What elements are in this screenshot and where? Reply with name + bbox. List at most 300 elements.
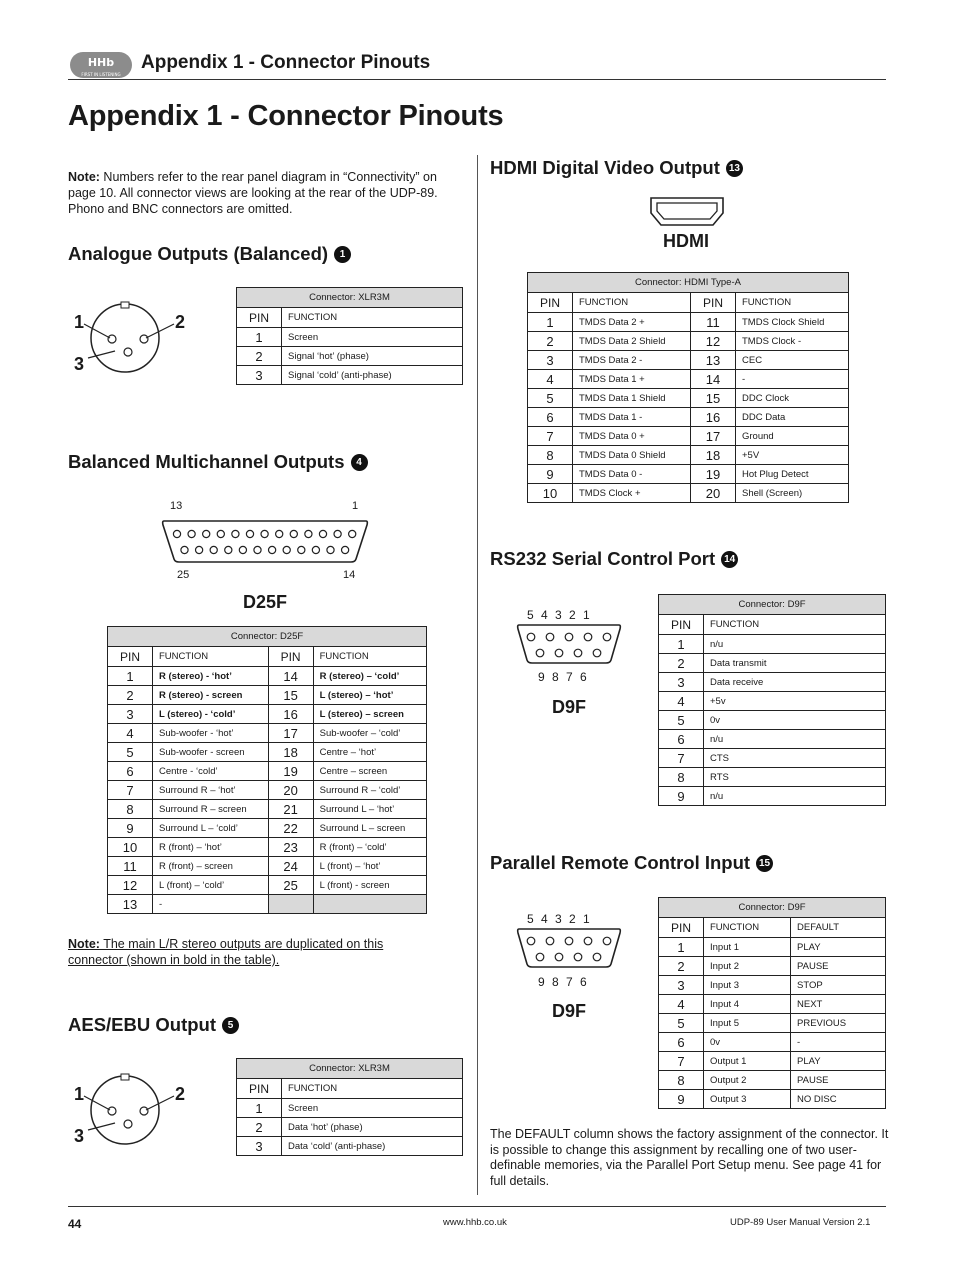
pin-cell: 23 bbox=[268, 838, 313, 857]
d9-bottom-pin-numbers: 9 8 7 6 bbox=[538, 670, 587, 684]
table-caption: Connector: XLR3M bbox=[237, 288, 463, 308]
table-caption: Connector: D9F bbox=[659, 595, 886, 615]
pin-hole bbox=[232, 530, 239, 537]
function-cell: +5v bbox=[704, 692, 886, 711]
d9-bottom-pin-numbers: 9 8 7 6 bbox=[538, 975, 587, 989]
section-badge: 13 bbox=[726, 160, 743, 177]
pin-hole bbox=[283, 546, 290, 553]
table-row bbox=[659, 976, 886, 995]
pin-cell: 1 bbox=[659, 938, 704, 957]
table-row bbox=[659, 1052, 886, 1071]
pin-cell: 12 bbox=[691, 332, 736, 351]
pin-cell: 10 bbox=[528, 484, 573, 503]
pin-cell: 1 bbox=[528, 313, 573, 332]
table-row bbox=[108, 819, 427, 838]
d25-corner-25: 25 bbox=[177, 569, 190, 581]
function-cell: Signal ‘cold’ (anti-phase) bbox=[282, 366, 463, 385]
pin-hole bbox=[342, 546, 349, 553]
pin-cell: 7 bbox=[528, 427, 573, 446]
default-cell: PAUSE bbox=[791, 957, 886, 976]
pin-cell: 3 bbox=[237, 366, 282, 385]
function-cell: Screen bbox=[282, 1099, 463, 1118]
table-row bbox=[659, 749, 886, 768]
function-cell: TMDS Clock + bbox=[573, 484, 691, 503]
pin-hole bbox=[276, 530, 283, 537]
function-cell: Surround L – screen bbox=[313, 819, 426, 838]
pin-hole bbox=[269, 546, 276, 553]
pin-cell: 12 bbox=[108, 876, 153, 895]
xlr-connector-icon bbox=[70, 298, 195, 378]
default-cell: PLAY bbox=[791, 1052, 886, 1071]
function-cell: DDC Data bbox=[736, 408, 849, 427]
table-row bbox=[659, 938, 886, 957]
hhb-logo bbox=[70, 52, 132, 78]
analogue-pinout-table bbox=[236, 287, 463, 385]
pin-cell: 24 bbox=[268, 857, 313, 876]
pin-hole bbox=[312, 546, 319, 553]
section-badge: 14 bbox=[721, 551, 738, 568]
col-function: FUNCTION bbox=[736, 293, 849, 313]
function-cell: Surround R – ‘cold’ bbox=[313, 781, 426, 800]
pin-cell: 8 bbox=[659, 768, 704, 787]
function-cell: Data ‘hot’ (phase) bbox=[282, 1118, 463, 1137]
table-row bbox=[108, 686, 427, 705]
note-label: Note: bbox=[68, 170, 100, 184]
xlr-pin-label-3: 3 bbox=[74, 354, 85, 374]
function-cell: RTS bbox=[704, 768, 886, 787]
logo-text: HHb bbox=[87, 56, 115, 69]
hdmi-connector-icon bbox=[648, 195, 726, 229]
col-pin: PIN bbox=[108, 647, 153, 667]
pin-cell: 25 bbox=[268, 876, 313, 895]
table-row bbox=[108, 800, 427, 819]
function-cell: Data transmit bbox=[704, 654, 886, 673]
pin-hole bbox=[536, 649, 544, 657]
table-row bbox=[108, 838, 427, 857]
d25-label: D25F bbox=[243, 592, 288, 612]
function-cell: TMDS Data 1 + bbox=[573, 370, 691, 389]
function-cell: L (stereo) – ‘hot’ bbox=[313, 686, 426, 705]
function-cell: R (front) – ‘hot’ bbox=[153, 838, 269, 857]
col-function: FUNCTION bbox=[282, 1079, 463, 1099]
table-row bbox=[108, 743, 427, 762]
pin-cell: 9 bbox=[659, 787, 704, 806]
function-cell: TMDS Data 0 Shield bbox=[573, 446, 691, 465]
table-row bbox=[659, 730, 886, 749]
d9-connector-icon bbox=[515, 926, 623, 970]
col-default: DEFAULT bbox=[791, 918, 886, 938]
pin-cell: 9 bbox=[659, 1090, 704, 1109]
pin-cell: 1 bbox=[659, 635, 704, 654]
table-row bbox=[659, 1033, 886, 1052]
xlr-pin-label-1: 1 bbox=[74, 1084, 85, 1104]
pin-cell: 1 bbox=[237, 328, 282, 347]
section-title: AES/EBU Output bbox=[68, 1014, 216, 1035]
table-row bbox=[659, 995, 886, 1014]
table-row bbox=[108, 705, 427, 724]
pin-hole bbox=[565, 937, 573, 945]
function-cell: TMDS Data 2 - bbox=[573, 351, 691, 370]
col-function: FUNCTION bbox=[313, 647, 426, 667]
pin-hole bbox=[593, 649, 601, 657]
function-cell: TMDS Clock - bbox=[736, 332, 849, 351]
function-cell: Surround R – ‘hot’ bbox=[153, 781, 269, 800]
pin-hole bbox=[173, 530, 180, 537]
default-cell: - bbox=[791, 1033, 886, 1052]
pin-hole bbox=[527, 633, 535, 641]
function-cell: TMDS Data 2 Shield bbox=[573, 332, 691, 351]
pin-hole bbox=[603, 937, 611, 945]
table-row bbox=[108, 895, 427, 914]
table-row bbox=[659, 711, 886, 730]
pin-hole bbox=[188, 530, 195, 537]
table-row bbox=[659, 635, 886, 654]
pin-cell: 6 bbox=[528, 408, 573, 427]
function-cell: R (stereo) - screen bbox=[153, 686, 269, 705]
function-cell: 0v bbox=[704, 1033, 791, 1052]
pin-hole bbox=[261, 530, 268, 537]
section-analogue-title bbox=[68, 243, 351, 265]
function-cell: Surround R – screen bbox=[153, 800, 269, 819]
pin-cell: 6 bbox=[659, 1033, 704, 1052]
aes-pinout-table bbox=[236, 1058, 463, 1156]
function-cell: Input 2 bbox=[704, 957, 791, 976]
table-row bbox=[237, 1118, 463, 1137]
note-text: The main L/R stereo outputs are duplicated on this connector (shown in bold in the table). bbox=[68, 937, 384, 967]
pin-cell: 5 bbox=[659, 711, 704, 730]
pin-cell: 2 bbox=[659, 957, 704, 976]
table-row bbox=[659, 1071, 886, 1090]
function-cell: R (stereo) - ‘hot’ bbox=[153, 667, 269, 686]
section-badge: 1 bbox=[334, 246, 351, 263]
pin-cell: 1 bbox=[108, 667, 153, 686]
d9-label: D9F bbox=[552, 697, 587, 717]
xlr-connector-icon bbox=[70, 1070, 195, 1150]
pin-cell: 13 bbox=[691, 351, 736, 370]
table-row bbox=[659, 1090, 886, 1109]
pin-cell: 4 bbox=[659, 692, 704, 711]
pin-cell: 18 bbox=[691, 446, 736, 465]
section-aes-title bbox=[68, 1014, 239, 1036]
col-function: FUNCTION bbox=[704, 918, 791, 938]
table-row bbox=[237, 1099, 463, 1118]
function-cell: Shell (Screen) bbox=[736, 484, 849, 503]
pin-hole bbox=[603, 633, 611, 641]
pin-hole bbox=[593, 953, 601, 961]
pin-cell: 9 bbox=[108, 819, 153, 838]
pin-cell: 21 bbox=[268, 800, 313, 819]
empty-cell bbox=[268, 895, 313, 914]
pin-cell: 1 bbox=[237, 1099, 282, 1118]
pin-cell: 15 bbox=[268, 686, 313, 705]
section-rs232-title bbox=[490, 548, 738, 570]
pin-cell: 11 bbox=[691, 313, 736, 332]
function-cell: Input 1 bbox=[704, 938, 791, 957]
d25-pinout-table bbox=[107, 626, 427, 914]
footer-url: www.hhb.co.uk bbox=[443, 1217, 507, 1228]
pin-cell: 2 bbox=[237, 347, 282, 366]
col-pin: PIN bbox=[237, 308, 282, 328]
default-cell: STOP bbox=[791, 976, 886, 995]
pin-cell: 3 bbox=[659, 976, 704, 995]
pin-cell: 10 bbox=[108, 838, 153, 857]
function-cell: R (stereo) – ‘cold’ bbox=[313, 667, 426, 686]
function-cell: Output 3 bbox=[704, 1090, 791, 1109]
function-cell: n/u bbox=[704, 635, 886, 654]
function-cell: Signal ‘hot’ (phase) bbox=[282, 347, 463, 366]
empty-cell bbox=[313, 895, 426, 914]
pin-cell: 13 bbox=[108, 895, 153, 914]
section-multichannel-title bbox=[68, 451, 368, 473]
logo-subtext: FIRST IN LISTENING bbox=[81, 72, 121, 77]
pin-hole bbox=[555, 953, 563, 961]
pin-hole bbox=[239, 546, 246, 553]
running-header: Appendix 1 - Connector Pinouts bbox=[141, 52, 431, 73]
xlr-pin-label-2: 2 bbox=[175, 312, 186, 332]
table-row bbox=[528, 332, 849, 351]
table-row bbox=[528, 484, 849, 503]
pin-cell: 4 bbox=[108, 724, 153, 743]
pin-hole bbox=[546, 937, 554, 945]
page-title: Appendix 1 - Connector Pinouts bbox=[68, 100, 504, 132]
function-cell: Input 4 bbox=[704, 995, 791, 1014]
pin-hole bbox=[584, 937, 592, 945]
function-cell: L (front) – ‘hot’ bbox=[313, 857, 426, 876]
function-cell: R (front) – screen bbox=[153, 857, 269, 876]
pin-hole bbox=[527, 937, 535, 945]
pin-hole bbox=[546, 633, 554, 641]
pin-hole bbox=[254, 546, 261, 553]
section-title: HDMI Digital Video Output bbox=[490, 157, 720, 178]
pin-cell: 5 bbox=[659, 1014, 704, 1033]
pin-hole bbox=[565, 633, 573, 641]
default-cell: NEXT bbox=[791, 995, 886, 1014]
col-pin: PIN bbox=[237, 1079, 282, 1099]
function-cell: Centre - ‘cold’ bbox=[153, 762, 269, 781]
table-row bbox=[108, 667, 427, 686]
table-row bbox=[659, 1014, 886, 1033]
function-cell: - bbox=[736, 370, 849, 389]
col-function: FUNCTION bbox=[282, 308, 463, 328]
function-cell: Surround L – ‘hot’ bbox=[313, 800, 426, 819]
pin-hole bbox=[349, 530, 356, 537]
stereo-note bbox=[68, 936, 438, 968]
pin-hole bbox=[584, 633, 592, 641]
page-number: 44 bbox=[68, 1217, 82, 1231]
default-cell: NO DISC bbox=[791, 1090, 886, 1109]
pin-cell: 17 bbox=[691, 427, 736, 446]
col-pin: PIN bbox=[691, 293, 736, 313]
pin-hole bbox=[217, 530, 224, 537]
pin-cell: 2 bbox=[237, 1118, 282, 1137]
parallel-pinout-table bbox=[658, 897, 886, 1109]
function-cell: L (front) – ‘cold’ bbox=[153, 876, 269, 895]
pin-hole bbox=[196, 546, 203, 553]
pin-hole bbox=[225, 546, 232, 553]
col-pin: PIN bbox=[528, 293, 573, 313]
section-title: Balanced Multichannel Outputs bbox=[68, 451, 345, 472]
function-cell: n/u bbox=[704, 787, 886, 806]
section-badge: 15 bbox=[756, 855, 773, 872]
function-cell: 0v bbox=[704, 711, 886, 730]
table-row bbox=[659, 654, 886, 673]
xlr-pin-label-3: 3 bbox=[74, 1126, 85, 1146]
table-row bbox=[528, 351, 849, 370]
d9-top-pin-numbers: 5 4 3 2 1 bbox=[527, 912, 590, 926]
function-cell: Data ‘cold’ (anti-phase) bbox=[282, 1137, 463, 1156]
section-hdmi-title bbox=[490, 157, 743, 179]
pin-cell: 3 bbox=[528, 351, 573, 370]
table-caption: Connector: HDMI Type-A bbox=[528, 273, 849, 293]
pin-hole bbox=[305, 530, 312, 537]
pin-cell: 6 bbox=[659, 730, 704, 749]
pin-cell: 4 bbox=[528, 370, 573, 389]
function-cell: +5V bbox=[736, 446, 849, 465]
footer-rule bbox=[68, 1206, 886, 1207]
table-row bbox=[108, 857, 427, 876]
col-pin: PIN bbox=[659, 918, 704, 938]
col-function: FUNCTION bbox=[153, 647, 269, 667]
table-row bbox=[108, 781, 427, 800]
note-text: Numbers refer to the rear panel diagram in “Connectivity” on page 10. All connector views are looking at the rear of the UDP-89. Phono and BNC connectors are omitted. bbox=[68, 170, 438, 216]
pin-cell: 8 bbox=[659, 1071, 704, 1090]
table-row bbox=[659, 768, 886, 787]
function-cell: L (stereo) - ‘cold’ bbox=[153, 705, 269, 724]
table-row bbox=[528, 313, 849, 332]
pin-cell: 17 bbox=[268, 724, 313, 743]
pin-cell: 7 bbox=[659, 1052, 704, 1071]
pin-cell: 7 bbox=[659, 749, 704, 768]
pin-cell: 7 bbox=[108, 781, 153, 800]
function-cell: TMDS Data 2 + bbox=[573, 313, 691, 332]
pin-cell: 2 bbox=[659, 654, 704, 673]
function-cell: Centre – ‘hot’ bbox=[313, 743, 426, 762]
pin-hole bbox=[246, 530, 253, 537]
hdmi-label: HDMI bbox=[663, 231, 709, 251]
pin-cell: 6 bbox=[108, 762, 153, 781]
pin-hole bbox=[327, 546, 334, 553]
hdmi-pinout-table bbox=[527, 272, 849, 503]
footer-manual: UDP-89 User Manual Version 2.1 bbox=[730, 1217, 871, 1228]
pin-hole bbox=[574, 953, 582, 961]
pin-cell: 3 bbox=[237, 1137, 282, 1156]
function-cell: Sub-woofer - screen bbox=[153, 743, 269, 762]
pin-cell: 14 bbox=[691, 370, 736, 389]
col-pin: PIN bbox=[659, 615, 704, 635]
pin-cell: 9 bbox=[528, 465, 573, 484]
header-rule bbox=[68, 79, 886, 80]
default-cell: PREVIOUS bbox=[791, 1014, 886, 1033]
function-cell: CTS bbox=[704, 749, 886, 768]
section-title: Parallel Remote Control Input bbox=[490, 852, 751, 873]
function-cell: Data receive bbox=[704, 673, 886, 692]
default-column-note: The DEFAULT column shows the factory assignment of the connector. It is possible to change this assignment by recalling one of two user-definable memories, via the Parallel Port Setup menu. See page 41 for full details. bbox=[490, 1127, 889, 1188]
intro-note bbox=[68, 169, 468, 217]
pin-cell: 22 bbox=[268, 819, 313, 838]
pin-hole bbox=[298, 546, 305, 553]
pin-cell: 16 bbox=[691, 408, 736, 427]
xlr-pin-label-2: 2 bbox=[175, 1084, 186, 1104]
function-cell: DDC Clock bbox=[736, 389, 849, 408]
function-cell: L (stereo) – screen bbox=[313, 705, 426, 724]
function-cell: TMDS Data 0 + bbox=[573, 427, 691, 446]
table-row bbox=[659, 692, 886, 711]
function-cell: Input 5 bbox=[704, 1014, 791, 1033]
d25-corner-14: 14 bbox=[343, 569, 356, 581]
pin-cell: 3 bbox=[108, 705, 153, 724]
function-cell: Screen bbox=[282, 328, 463, 347]
pin-cell: 19 bbox=[691, 465, 736, 484]
pin-hole bbox=[319, 530, 326, 537]
d25-connector-icon bbox=[160, 516, 370, 566]
pin-cell: 19 bbox=[268, 762, 313, 781]
pin-cell: 16 bbox=[268, 705, 313, 724]
d9-connector-icon bbox=[515, 622, 623, 666]
function-cell: Centre – screen bbox=[313, 762, 426, 781]
table-row bbox=[659, 787, 886, 806]
section-title: RS232 Serial Control Port bbox=[490, 548, 716, 569]
function-cell: CEC bbox=[736, 351, 849, 370]
function-cell: TMDS Clock Shield bbox=[736, 313, 849, 332]
default-cell: PLAY bbox=[791, 938, 886, 957]
pin-cell: 5 bbox=[108, 743, 153, 762]
table-caption: Connector: D9F bbox=[659, 898, 886, 918]
xlr-pin-label-1: 1 bbox=[74, 312, 85, 332]
function-cell: R (front) – ‘cold’ bbox=[313, 838, 426, 857]
function-cell: Surround L – ‘cold’ bbox=[153, 819, 269, 838]
pin-cell: 4 bbox=[659, 995, 704, 1014]
rs232-pinout-table bbox=[658, 594, 886, 806]
pin-hole bbox=[555, 649, 563, 657]
pin-cell: 14 bbox=[268, 667, 313, 686]
table-row bbox=[108, 876, 427, 895]
pin-hole bbox=[210, 546, 217, 553]
table-row bbox=[659, 673, 886, 692]
pin-cell: 5 bbox=[528, 389, 573, 408]
pin-hole bbox=[181, 546, 188, 553]
table-row bbox=[528, 370, 849, 389]
section-parallel-title bbox=[490, 852, 773, 874]
col-function: FUNCTION bbox=[704, 615, 886, 635]
table-row bbox=[237, 328, 463, 347]
section-title: Analogue Outputs (Balanced) bbox=[68, 243, 329, 264]
function-cell: Output 2 bbox=[704, 1071, 791, 1090]
col-pin: PIN bbox=[268, 647, 313, 667]
table-row bbox=[528, 408, 849, 427]
table-row bbox=[237, 366, 463, 385]
pin-hole bbox=[203, 530, 210, 537]
col-function: FUNCTION bbox=[573, 293, 691, 313]
section-badge: 4 bbox=[351, 454, 368, 471]
function-cell: Input 3 bbox=[704, 976, 791, 995]
pin-hole bbox=[290, 530, 297, 537]
table-caption: Connector: XLR3M bbox=[237, 1059, 463, 1079]
section-badge: 5 bbox=[222, 1017, 239, 1034]
note-label: Note: bbox=[68, 937, 100, 951]
function-cell: L (front) - screen bbox=[313, 876, 426, 895]
column-divider bbox=[477, 155, 478, 1195]
table-row bbox=[108, 724, 427, 743]
function-cell: n/u bbox=[704, 730, 886, 749]
table-caption: Connector: D25F bbox=[108, 627, 427, 647]
pin-cell: 8 bbox=[108, 800, 153, 819]
pin-cell: 15 bbox=[691, 389, 736, 408]
pin-cell: 8 bbox=[528, 446, 573, 465]
table-row bbox=[528, 446, 849, 465]
function-cell: Sub-woofer – ‘cold’ bbox=[313, 724, 426, 743]
pin-cell: 20 bbox=[268, 781, 313, 800]
pin-hole bbox=[536, 953, 544, 961]
